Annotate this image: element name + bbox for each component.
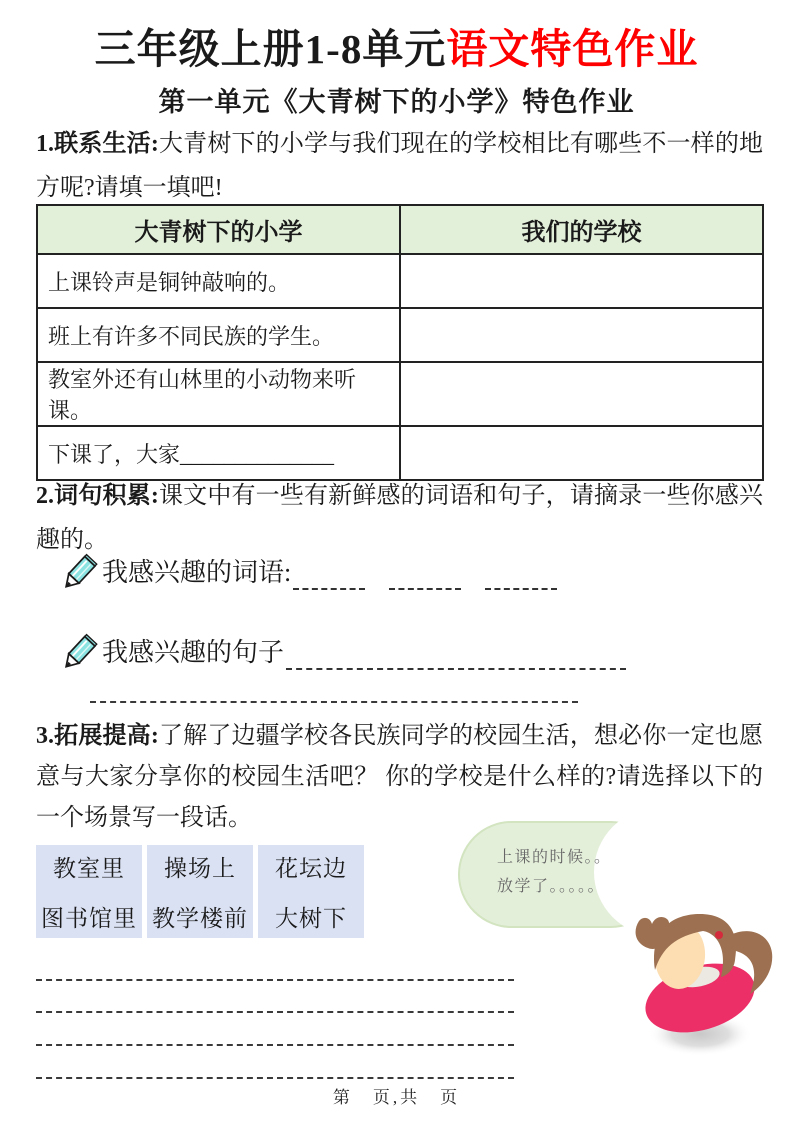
sentence-blank-2: [90, 701, 578, 703]
bubble-line-1: 上课的时候。。: [497, 849, 612, 866]
section1-text: 大青树下的小学与我们现在的学校相比有哪些不一样的地方呢?请填一填吧!: [36, 131, 763, 201]
scene-option: 花坛边: [275, 856, 347, 881]
pencil-icon: [58, 553, 98, 595]
scene-options-box: [36, 845, 364, 938]
column-header-right: 我们的学校: [400, 205, 763, 254]
fact-cell: 班上有许多不同民族的学生。: [37, 308, 400, 362]
word-blank-1: [293, 557, 365, 590]
sentence-prompt-label: 我感兴趣的句子: [102, 638, 285, 667]
sentence-prompt-row: [58, 628, 626, 670]
answer-cell: [400, 254, 763, 308]
pencil-icon: [58, 633, 98, 675]
fact-cell: 教室外还有山林里的小动物来听课。: [37, 362, 400, 426]
fact-cell: 下课了，大家______________: [37, 426, 400, 480]
page-title: [0, 16, 793, 75]
page-footer: 第 页,共 页: [332, 1088, 461, 1107]
scene-option: 教室里: [53, 856, 125, 881]
title-prefix: 三年级上册1-8单元: [94, 26, 447, 72]
scene-option: 教学楼前: [152, 906, 248, 931]
speech-bubble-text: [497, 843, 612, 901]
scene-option: 大树下: [275, 906, 347, 931]
scene-option-cell: [147, 845, 253, 938]
writing-line: [36, 979, 514, 981]
writing-line: [36, 1077, 514, 1079]
bubble-line-2: 放学了。。。。。: [497, 878, 606, 895]
table-row: [37, 362, 763, 426]
scene-option: 图书馆里: [41, 906, 137, 931]
answer-cell: [400, 426, 763, 480]
scene-option-cell: [36, 845, 142, 938]
unit-subtitle: 第一单元《大青树下的小学》特色作业: [158, 87, 635, 117]
word-blank-3: [485, 557, 557, 590]
table-header-row: [37, 205, 763, 254]
girl-character-illustration: [612, 906, 787, 1066]
writing-line: [36, 1044, 514, 1046]
writing-line: [36, 1011, 514, 1013]
scene-option: 操场上: [164, 856, 236, 881]
comparison-table: [36, 204, 764, 481]
word-blank-2: [389, 557, 461, 590]
girl-hair-clip: [715, 931, 723, 939]
section1-label: 1.联系生活:: [36, 131, 159, 157]
section2-label: 2.词句积累:: [36, 483, 159, 509]
column-header-left: 大青树下的小学: [37, 205, 400, 254]
scene-option-cell: [258, 845, 364, 938]
title-highlight: 语文特色作业: [446, 26, 699, 72]
sentence-blank-1: [286, 637, 626, 670]
section1-paragraph: [36, 122, 763, 210]
fact-cell: 上课铃声是铜钟敲响的。: [37, 254, 400, 308]
table-row: [37, 308, 763, 362]
section3-text: 了解了边疆学校各民族同学的校园生活，想必你一定也愿意与大家分享你的校园生活吧？ 你的学校是什么样的?请选择以下的一个场景写一段话。: [36, 723, 763, 831]
answer-cell: [400, 362, 763, 426]
table-row: [37, 254, 763, 308]
section2-text: 课文中有一些有新鲜感的词语和句子，请摘录一些你感兴趣的。: [36, 483, 763, 553]
words-prompt-row: [58, 548, 557, 590]
answer-cell: [400, 308, 763, 362]
table-row: [37, 426, 763, 480]
words-prompt-label: 我感兴趣的词语:: [102, 558, 292, 587]
section3-label: 3.拓展提高:: [36, 723, 159, 749]
